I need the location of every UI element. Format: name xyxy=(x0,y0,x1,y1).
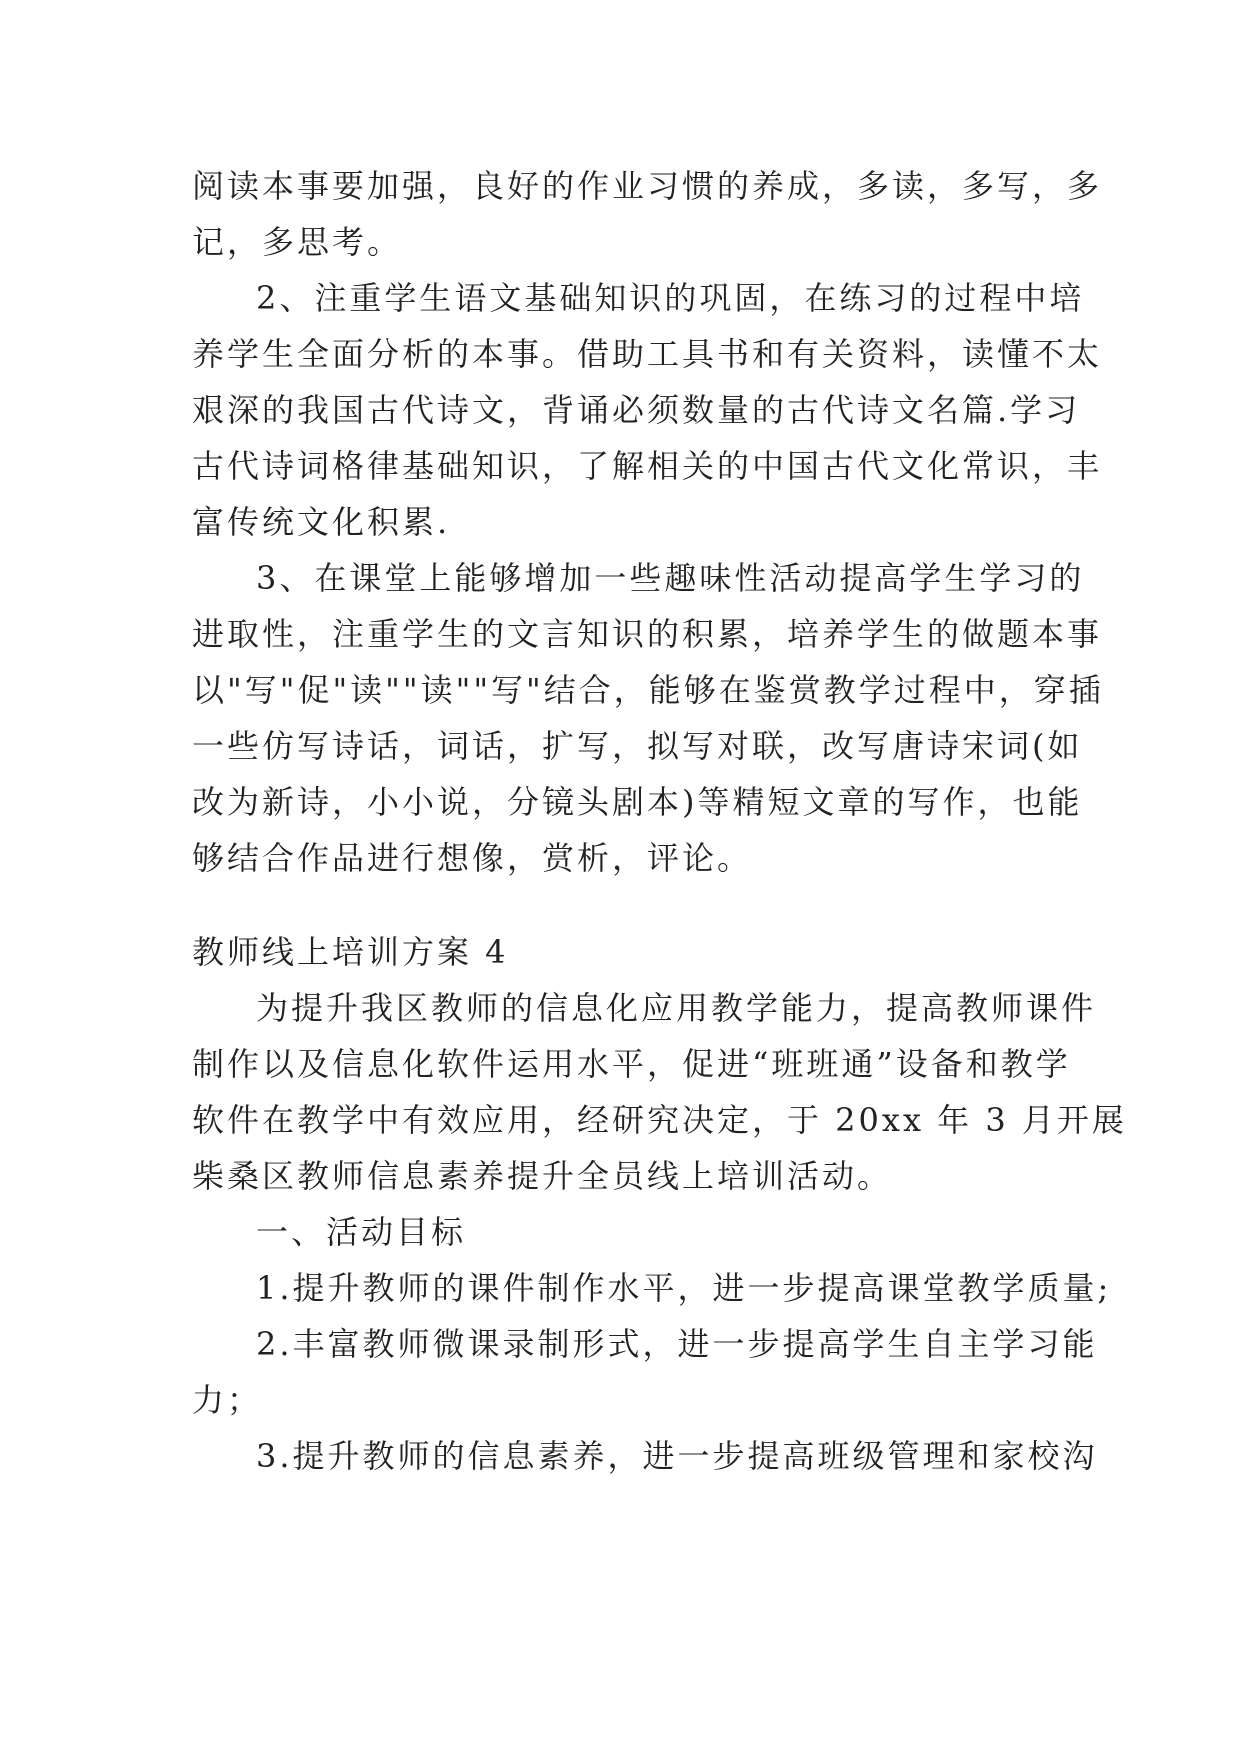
paragraph-intro xyxy=(192,980,1127,1204)
text-line: 古代诗词格律基础知识，了解相关的中国古代文化常识，丰 xyxy=(192,447,1103,485)
heading-text: 教师线上培训方案 4 xyxy=(192,933,509,971)
goal-item-1 xyxy=(192,1260,1112,1316)
text-line: 1.提升教师的课件制作水平，进一步提高课堂教学质量; xyxy=(256,1269,1112,1307)
text-line: 软件在教学中有效应用，经研究决定，于 20xx 年 3 月开展 xyxy=(192,1101,1127,1139)
text-line: 养学生全面分析的本事。借助工具书和有关资料，读懂不太 xyxy=(192,335,1103,373)
section-heading xyxy=(192,924,1050,980)
text-line: 3.提升教师的信息素养，进一步提高班级管理和家校沟 xyxy=(256,1437,1098,1475)
text-line: 以"写"促"读""读""写"结合，能够在鉴赏教学过程中，穿插 xyxy=(192,671,1104,709)
text-line: 柴桑区教师信息素养提升全员线上培训活动。 xyxy=(192,1157,893,1195)
text-line: 进取性，注重学生的文言知识的积累，培养学生的做题本事 xyxy=(192,615,1103,653)
text-line: 力； xyxy=(192,1381,263,1419)
text-line: 一些仿写诗话，词话，扩写，拟写对联，改写唐诗宋词(如 xyxy=(192,727,1083,765)
goal-item-2 xyxy=(192,1316,1098,1428)
text-line: 改为新诗，小小说，分镜头剧本)等精短文章的写作，也能 xyxy=(192,783,1083,821)
text-line: 富传统文化积累. xyxy=(192,503,451,541)
text-line: 艰深的我国古代诗文，背诵必须数量的古代诗文名篇.学习 xyxy=(192,391,1081,429)
document-body xyxy=(192,158,1127,1484)
subheading-activity-goals xyxy=(192,1204,1050,1260)
text-line: 制作以及信息化软件运用水平，促进“班班通”设备和教学 xyxy=(192,1045,1071,1083)
paragraph-reading-habits xyxy=(192,158,1103,270)
text-line: 够结合作品进行想像，赏析，评论。 xyxy=(192,839,753,877)
text-line: 2.丰富教师微课录制形式，进一步提高学生自主学习能 xyxy=(256,1325,1098,1363)
text-line: 3、在课堂上能够增加一些趣味性活动提高学生学习的 xyxy=(256,559,1085,597)
text-line: 记，多思考。 xyxy=(192,223,403,261)
goal-item-3 xyxy=(192,1428,1098,1484)
text-line: 2、注重学生语文基础知识的巩固，在练习的过程中培 xyxy=(256,279,1085,317)
paragraph-point-2 xyxy=(192,270,1103,550)
text-line: 阅读本事要加强，良好的作业习惯的养成，多读，多写，多 xyxy=(192,167,1103,205)
text-line: 一、活动目标 xyxy=(256,1213,467,1251)
text-line: 为提升我区教师的信息化应用教学能力，提高教师课件 xyxy=(256,989,1097,1027)
paragraph-point-3 xyxy=(192,550,1104,886)
